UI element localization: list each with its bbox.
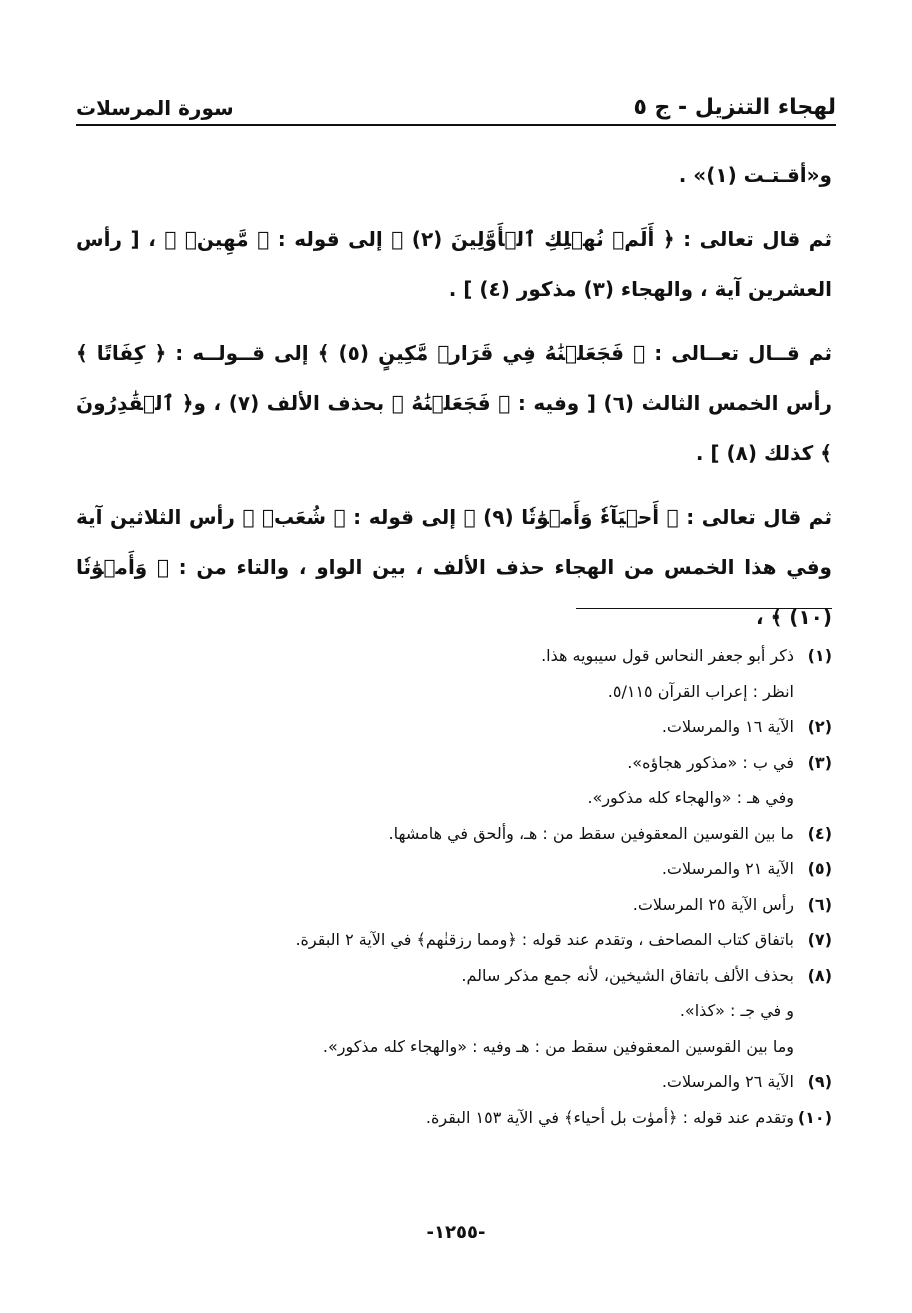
footnote-line (76, 674, 832, 710)
footnote-line (76, 922, 832, 958)
footnote-number: (٨) (807, 965, 832, 985)
footnote-text: وما بين القوسين المعقوفين سقط من : هـ وفيه : «والهجاء كله مذكور». (322, 1036, 794, 1056)
footnote-text: ما بين القوسين المعقوفين سقط من : هـ، وألحق في هامشها. (388, 823, 794, 843)
footnote-line (76, 780, 832, 816)
running-header (76, 80, 836, 120)
paragraph: ثم قــال تعــالى : ﴿ فَجَعَلۡنَٰهُ فِي قَرَارٖ مَّكِينٍ (٥) ﴾ إلى قــولــه : ﴿ كِفَاتًا ﴾ رأس الخمس الثالث (٦) [ وفيه : ﴿ فَجَعَلۡنَٰهُ ﴾ بحذف الألف (٧) ، و﴿ ٱلۡقَٰدِرُونَ ﴾ كذلك (٨) ] . (76, 341, 832, 465)
footnote-number: (٣) (807, 752, 832, 772)
footnote-line (76, 638, 832, 674)
paragraph: ثم قال تعالى : ﴿ أَحۡيَآءٗ وَأَمۡوَٰتٗا (٩) ﴾ إلى قوله : ﴿ شُعَبٖ ﴾ رأس الثلاثين آية وفي هذا الخمس من الهجاء حذف الألف ، بين الواو ، والتاء من : ﴿ وَأَمۡوَٰتٗا (١٠) ﴾ ، (76, 505, 832, 629)
footnote-text: بحذف الألف باتفاق الشيخين، لأنه جمع مذكر سالم. (461, 965, 794, 985)
footnote-line (76, 958, 832, 994)
footnote-text: رأس الآية ٢٥ المرسلات. (632, 894, 794, 914)
header-divider (76, 124, 836, 126)
footnote-line (76, 887, 832, 923)
footnote-text: وفي هـ : «والهجاء كله مذكور». (587, 788, 794, 807)
main-text (76, 150, 832, 656)
footnote-number: (٥) (807, 859, 832, 878)
paragraph: ثم قال تعالى : ﴿ أَلَمۡ نُهۡلِكِ ٱلۡأَوَّلِينَ (٢) ﴾ إلى قوله : ﴿ مَّهِينٖ ﴾ ، [ رأس العشرين آية ، والهجاء (٣) مذكور (٤) ] . (76, 227, 832, 301)
footnote-text: الآية ١٦ والمرسلات. (661, 717, 794, 736)
book-title: لهجاء التنزيل - ج ٥ (633, 95, 836, 120)
footnote-number: (٩) (807, 1072, 832, 1091)
footnote-number: (٤) (807, 823, 832, 843)
footnote-text: الآية ٢٦ والمرسلات. (661, 1072, 794, 1091)
footnote-line (76, 1029, 832, 1065)
paragraph: و«أقـتـت (١)» . (678, 163, 832, 187)
footnote-text: الآية ٢١ والمرسلات. (661, 859, 794, 878)
footnote-text: وتقدم عند قوله : ﴿أموٰت بل أحياء﴾ في الآية ١٥٣ البقرة. (425, 1107, 794, 1127)
footnote-text: و في جـ : «كذا». (679, 1001, 794, 1020)
page-number: -١٢٥٥- (426, 1222, 486, 1243)
footnote-text: ذكر أبو جعفر النحاس قول سيبويه هذا. (541, 646, 794, 665)
footnote-text: في ب : «مذكور هجاؤه». (627, 752, 794, 772)
footnote-line (76, 745, 832, 781)
footnote-number: (٧) (807, 930, 832, 949)
footnote-line (76, 1064, 832, 1100)
footnote-number: (١٠) (797, 1107, 832, 1127)
footnote-line (76, 816, 832, 852)
footnote-text: انظر : إعراب القرآن ٥/١١٥. (607, 681, 794, 701)
surah-name: سورة المرسلات (76, 96, 234, 120)
footnote-divider (576, 608, 832, 609)
footnote-text: باتفاق كتاب المصاحف ، وتقدم عند قوله : ﴿ومما رزقنٰهم﴾ في الآية ٢ البقرة. (295, 930, 794, 949)
footnote-number: (٢) (807, 717, 832, 736)
footnote-line (76, 851, 832, 887)
footnotes (76, 638, 832, 1135)
footnote-line (76, 709, 832, 745)
footnote-number: (٦) (807, 894, 832, 914)
footnote-line (76, 993, 832, 1029)
footnote-line (76, 1100, 832, 1136)
footnote-number: (١) (807, 646, 832, 665)
